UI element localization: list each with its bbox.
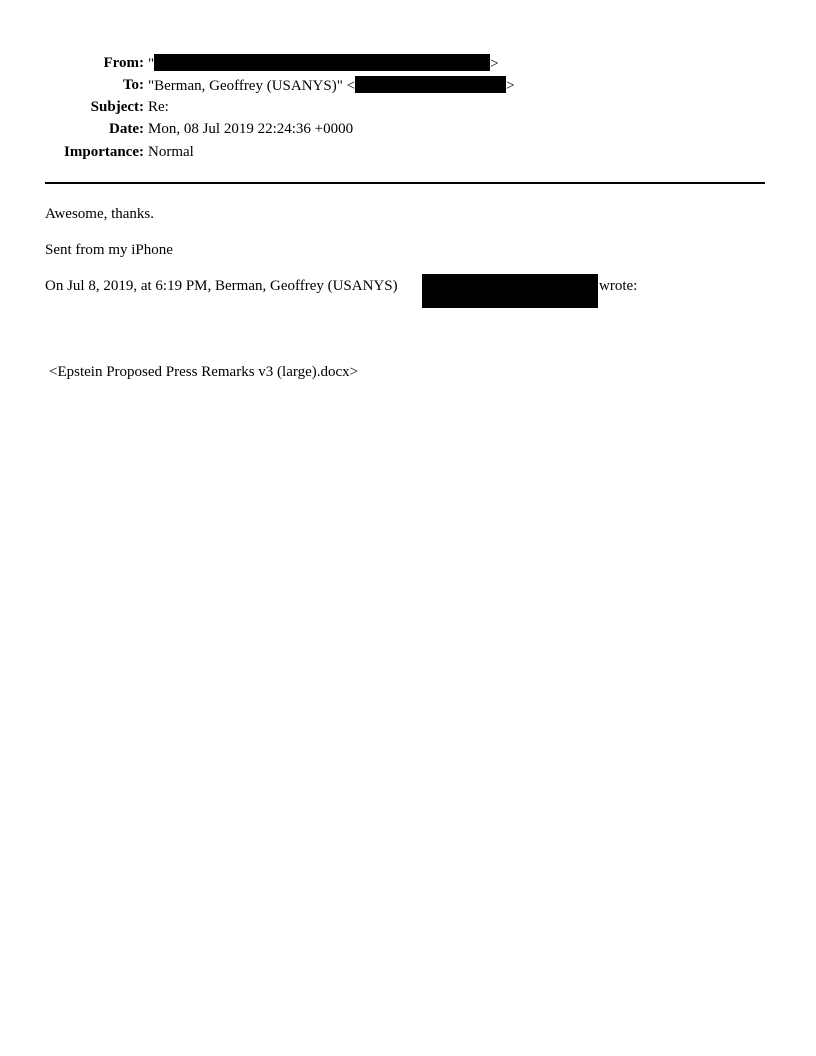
subject-label: Subject:	[90, 99, 144, 115]
from-open-quote: "	[148, 56, 155, 72]
attachment-name[interactable]: <Epstein Proposed Press Remarks v3 (large).docx>	[49, 364, 359, 380]
quote-intro: On Jul 8, 2019, at 6:19 PM, Berman, Geoffrey (USANYS)	[45, 278, 398, 294]
importance-row	[0, 143, 816, 165]
from-close-bracket: >	[490, 56, 499, 72]
header-divider	[45, 182, 765, 184]
subject-value: Re:	[148, 99, 169, 115]
from-label: From:	[103, 55, 144, 71]
to-close-bracket: >	[506, 78, 515, 94]
subject-row	[0, 98, 816, 120]
body-line-signature: Sent from my iPhone	[45, 242, 173, 258]
to-label: To:	[122, 77, 144, 93]
importance-value: Normal	[148, 144, 194, 160]
from-redaction-block	[154, 54, 490, 71]
date-value: Mon, 08 Jul 2019 22:24:36 +0000	[148, 121, 354, 137]
to-row	[0, 76, 816, 98]
from-value	[148, 54, 499, 73]
from-row	[0, 54, 816, 76]
date-row	[0, 120, 816, 142]
quote-redaction-block	[422, 274, 598, 308]
quote-wrote: wrote:	[599, 278, 638, 294]
to-value	[148, 76, 515, 95]
body-line-thanks: Awesome, thanks.	[45, 206, 155, 222]
importance-label: Importance:	[64, 144, 144, 160]
date-label: Date:	[109, 121, 144, 137]
to-recipient-name: "Berman, Geoffrey (USANYS)" <	[148, 78, 356, 94]
to-redaction-block	[355, 76, 506, 93]
